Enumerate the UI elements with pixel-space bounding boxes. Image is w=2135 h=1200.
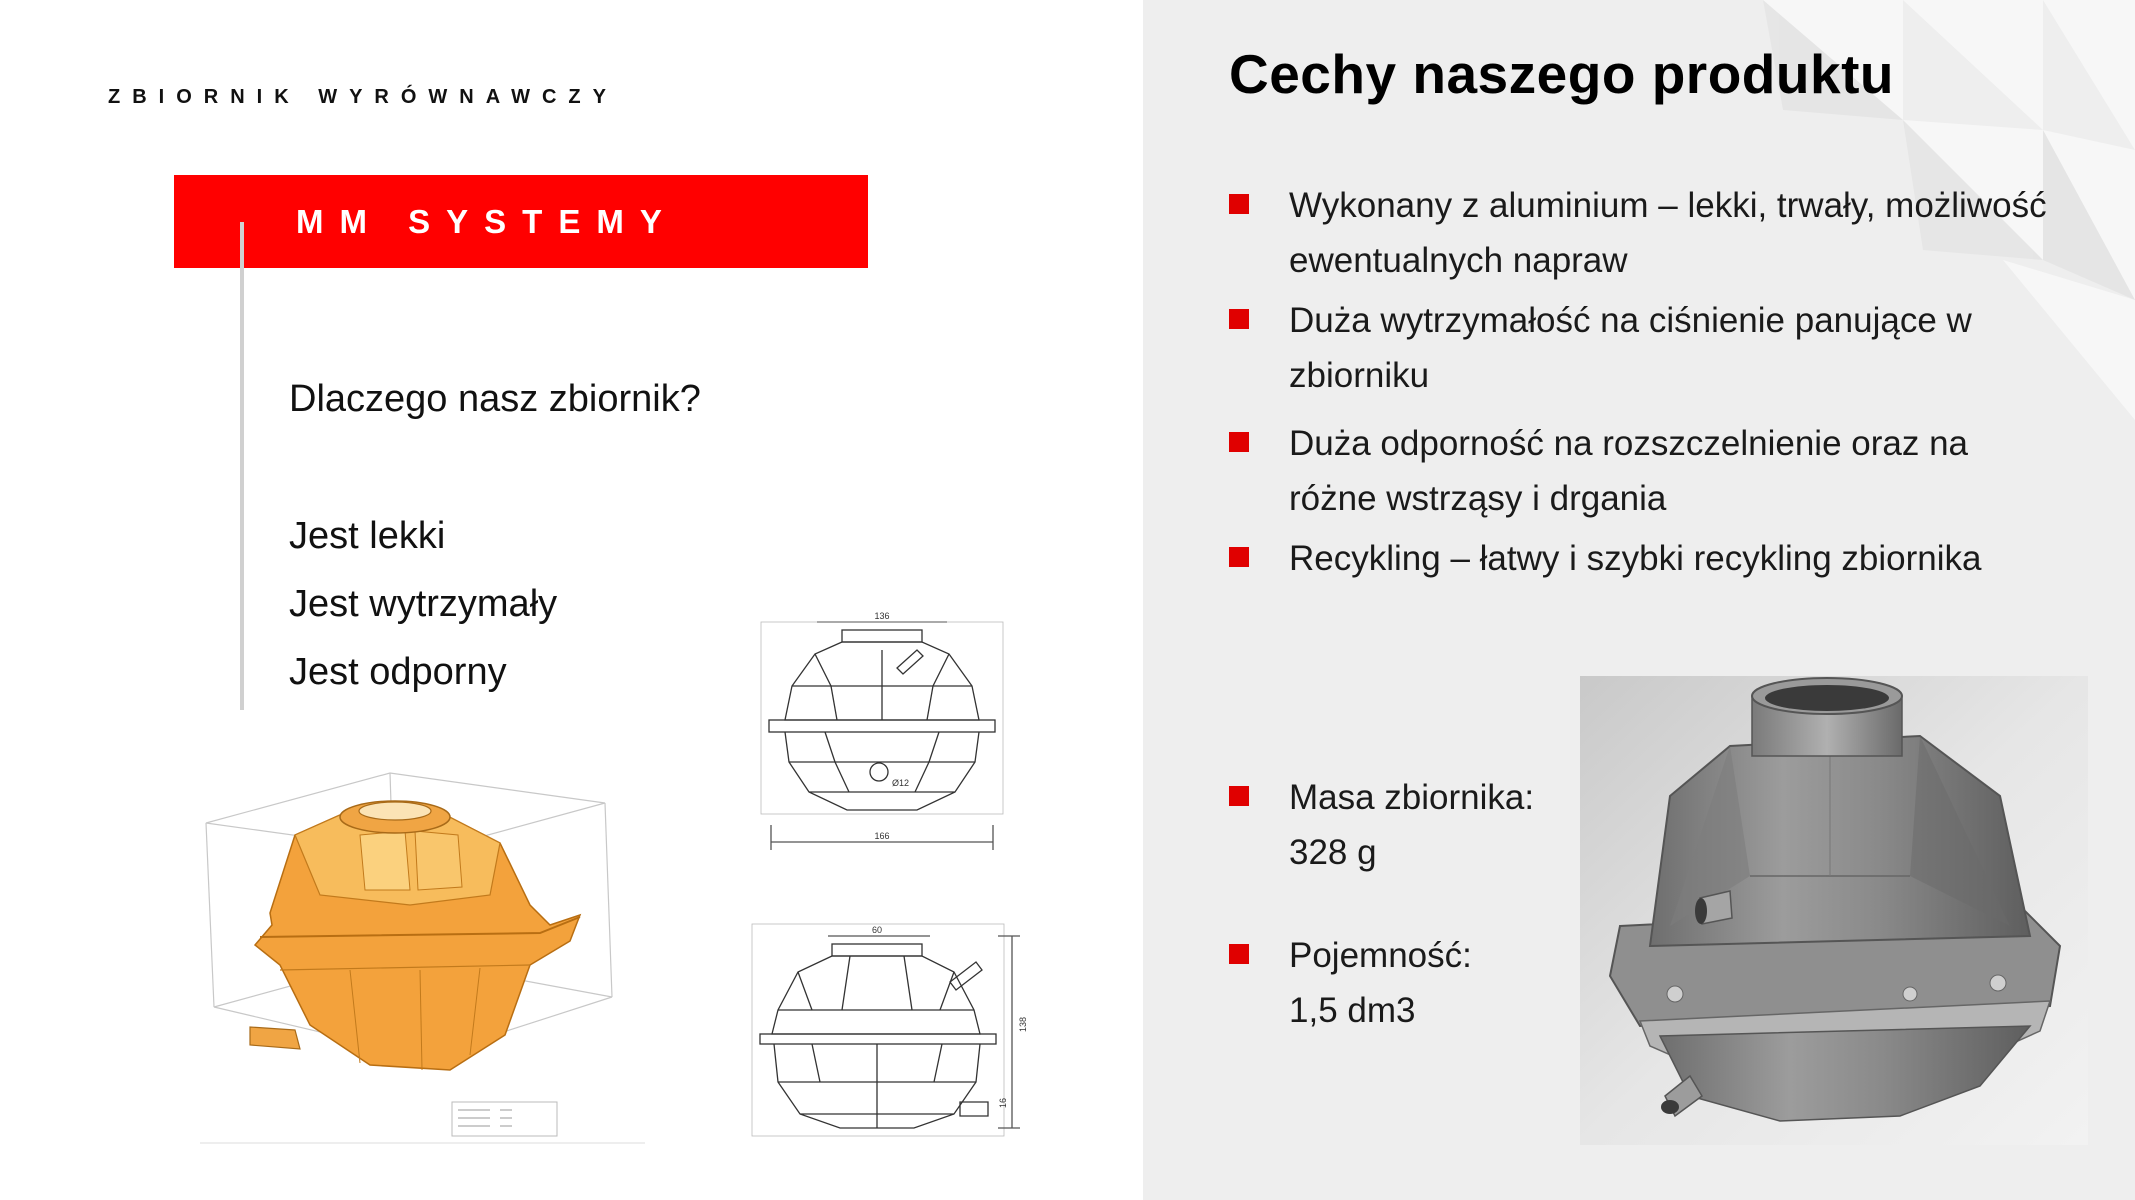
dim-front-bottom: 166 [874,831,890,841]
feature-text: Duża wytrzymałość na ciśnienie panujące w zbiorniku [1289,301,1972,395]
technical-drawing-front [757,610,1007,855]
features-list [1229,178,2049,591]
reasons-list [289,508,557,712]
feature-text: Recykling – łatwy i szybki recykling zbiornika [1289,539,1982,578]
feature-item [1229,531,2049,586]
cad-model-render [200,765,650,1145]
reason-item: Jest wytrzymały [289,583,558,625]
feature-item [1229,293,2049,403]
specs-list [1229,770,1559,1038]
spec-item [1229,928,1559,1038]
dim-side-small: 16 [998,1097,1008,1108]
dim-front-top: 136 [874,611,890,621]
reason-item: Jest lekki [289,515,446,557]
dim-diameter: Ø12 [892,778,910,788]
spec-value: 1,5 dm3 [1289,991,1416,1030]
bullet-square-icon [1229,786,1249,806]
bullet-square-icon [1229,194,1249,214]
spec-label: Masa zbiornika: [1289,778,1535,817]
section-kicker: ZBIORNIK WYRÓWNAWCZY [108,86,618,108]
product-photo [1580,676,2088,1145]
feature-text: Wykonany z aluminium – lekki, trwały, możliwość ewentualnych napraw [1289,186,2047,280]
vertical-divider [240,222,244,710]
spec-item [1229,770,1559,880]
question-heading: Dlaczego nasz zbiornik? [289,378,701,420]
reason-item: Jest odporny [289,651,507,693]
bullet-square-icon [1229,309,1249,329]
bullet-square-icon [1229,944,1249,964]
spec-label: Pojemność: [1289,936,1472,975]
bullet-square-icon [1229,432,1249,452]
spec-value: 328 g [1289,833,1377,872]
feature-text: Duża odporność na rozszczelnienie oraz na różne wstrząsy i drgania [1289,424,1968,518]
section-title: Cechy naszego produktu [1229,43,1894,105]
dim-side-top: 60 [871,925,883,935]
feature-item [1229,416,2049,526]
bullet-square-icon [1229,547,1249,567]
dim-side-height: 138 [1018,1016,1028,1032]
feature-item [1229,178,2049,288]
brand-name: MM SYSTEMY [296,203,678,240]
technical-drawing-side [750,922,1032,1142]
